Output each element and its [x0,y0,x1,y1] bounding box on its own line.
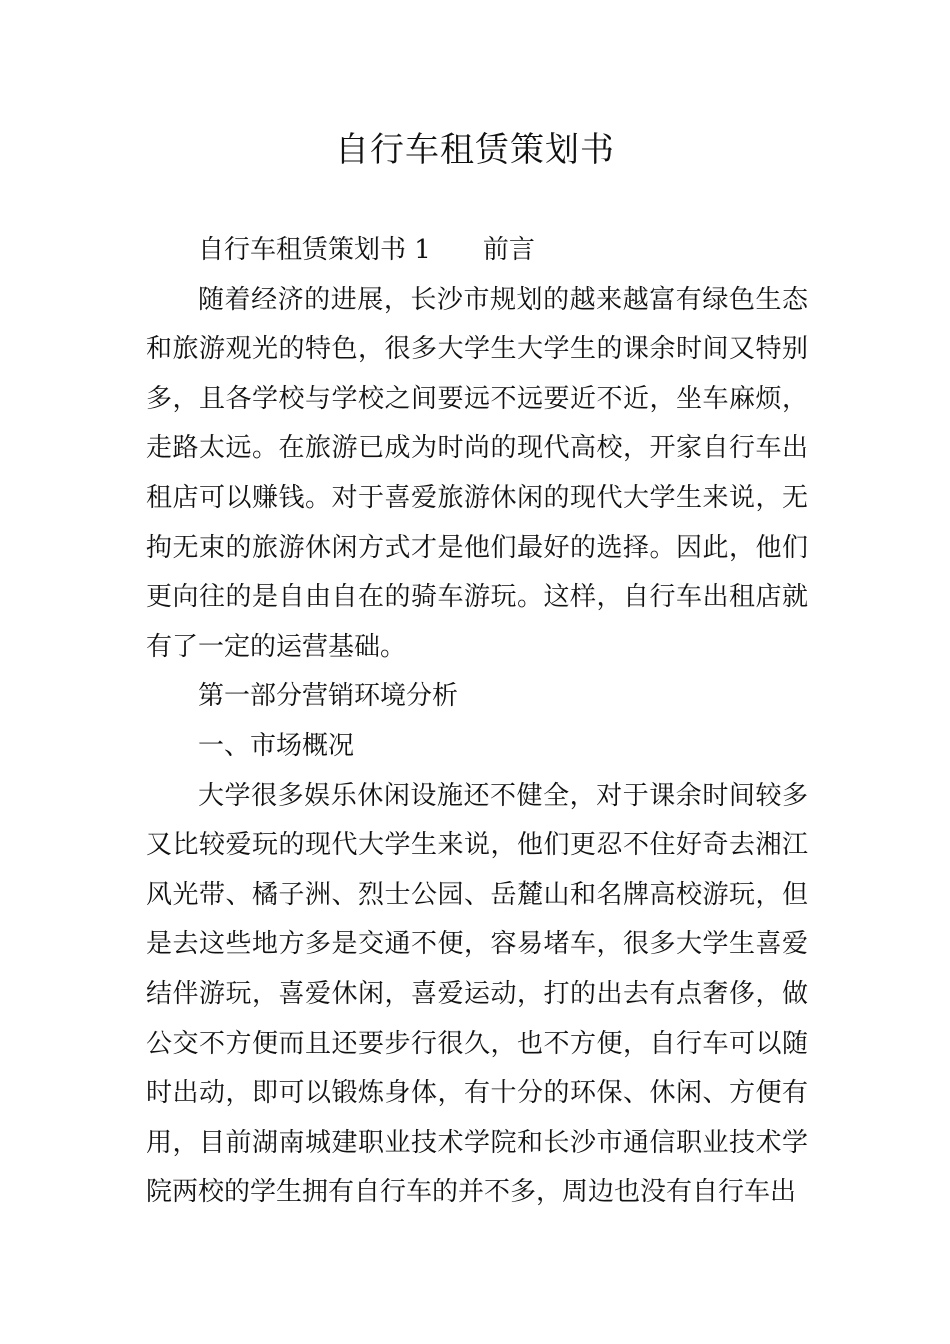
paragraph-intro: 随着经济的进展，长沙市规划的越来越富有绿色生态和旅游观光的特色，很多大学生大学生的课余时间又特别多，且各学校与学校之间要远不远要近不近，坐车麻烦，走路太远。在旅游已成为时尚的现代高校，开家自行车出租店可以赚钱。对于喜爱旅游休闲的现代大学生来说，无拘无束的旅游休闲方式才是他们最好的选择。因此，他们更向往的是自由自在的骑车游玩。这样，自行车出租店就有了一定的运营基础。 [146,284,808,662]
document-title: 自行车租赁策划书 [335,130,615,170]
document-body [146,226,808,1218]
heading-section: 前言 [482,235,535,265]
heading-label: 自行车租赁策划书 1 [198,235,431,265]
paragraph-market: 大学很多娱乐休闲设施还不健全，对于课余时间较多又比较爱玩的现代大学生来说，他们更忍不住好奇去湘江风光带、橘子洲、烈士公园、岳麓山和名牌高校游玩，但是去这些地方多是交通不便，容易堵车，很多大学生喜爱结伴游玩，喜爱休闲，喜爱运动，打的出去有点奢侈，做公交不方便而且还要步行很久，也不方便，自行车可以随时出动，即可以锻炼身体，有十分的环保、休闲、方便有用，目前湖南城建职业技术学院和长沙市通信职业技术学院两校的学生拥有自行车的并不多，周边也没有自行车出 [146,780,808,1208]
section-heading: 第一部分营销环境分析 [198,681,459,712]
heading-line [146,226,808,276]
subsection-heading: 一、市场概况 [198,730,355,761]
